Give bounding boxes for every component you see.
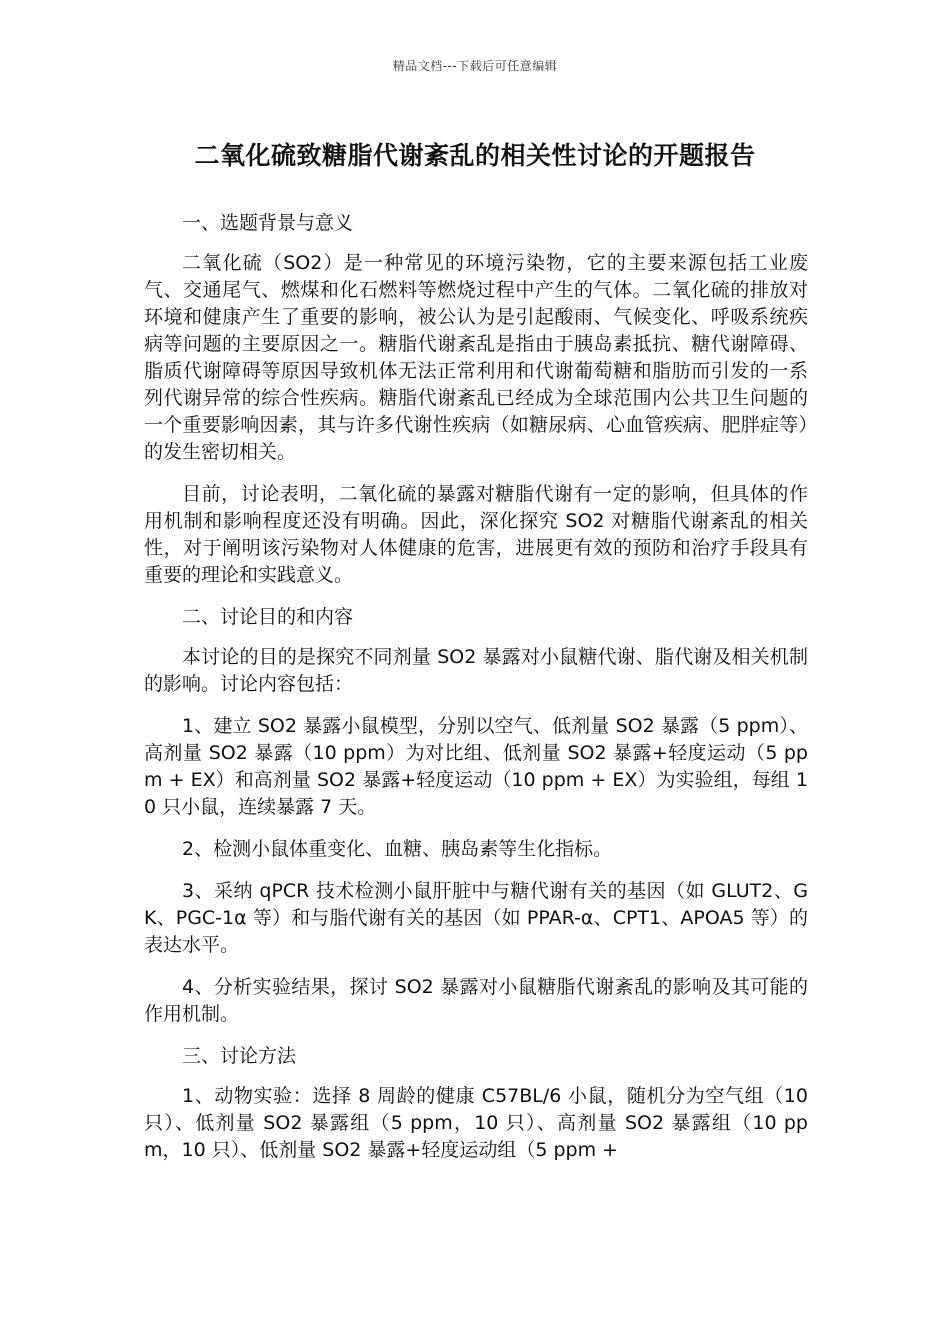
- paragraph-animal-experiment: 1、动物实验：选择 8 周龄的健康 C57BL/6 小鼠，随机分为空气组（10 只）、低剂量 SO2 暴露组（5 ppm，10 只）、高剂量 SO2 暴露组（10 ppm，10 只）、低剂量 SO2 暴露+轻度运动组（5 ppm +: [144, 1085, 808, 1161]
- section-heading-methods: 三、讨论方法: [182, 1045, 297, 1067]
- paragraph-so2-intro: 二氧化硫（SO2）是一种常见的环境污染物，它的主要来源包括工业废气、交通尾气、燃煤和化石燃料等燃烧过程中产生的气体。二氧化硫的排放对环境和健康产生了重要的影响，被公认为是引起酸雨、气候变化、呼吸系统疾病等问题的主要原因之一。糖脂代谢紊乱是指由于胰岛素抵抗、糖代谢障碍、脂质代谢障碍等原因导致机体无法正常利用和代谢葡萄糖和脂肪而引发的一系列代谢异常的综合性疾病。糖脂代谢紊乱已经成为全球范围内公共卫生问题的一个重要影响因素，其与许多代谢性疾病（如糖尿病、心血管疾病、肥胖症等）的发生密切相关。: [144, 252, 808, 463]
- list-item-3-qpcr: 3、采纳 qPCR 技术检测小鼠肝脏中与糖代谢有关的基因（如 GLUT2、GK、PGC-1α 等）和与脂代谢有关的基因（如 PPAR-α、CPT1、APOA5 等）的表达水平。: [144, 880, 808, 956]
- list-item-1-model: 1、建立 SO2 暴露小鼠模型，分别以空气、低剂量 SO2 暴露（5 ppm）、高剂量 SO2 暴露（10 ppm）为对比组、低剂量 SO2 暴露+轻度运动（5 ppm + EX）和高剂量 SO2 暴露+轻度运动（10 ppm + EX）为实验组，每组 10 只小鼠，连续暴露 7 天。: [144, 715, 808, 818]
- document-body: [144, 210, 808, 1179]
- page-title: 二氧化硫致糖脂代谢紊乱的相关性讨论的开题报告: [194, 141, 756, 170]
- list-item-2-indicators: 2、检测小鼠体重变化、血糖、胰岛素等生化指标。: [182, 838, 613, 860]
- paragraph-objective: 本讨论的目的是探究不同剂量 SO2 暴露对小鼠糖代谢、脂代谢及相关机制的影响。讨论内容包括：: [144, 646, 808, 695]
- paragraph-significance: 目前，讨论表明，二氧化硫的暴露对糖脂代谢有一定的影响，但具体的作用机制和影响程度还没有明确。因此，深化探究 SO2 对糖脂代谢紊乱的相关性，对于阐明该污染物对人体健康的危害，进展更有效的预防和治疗手段具有重要的理论和实践意义。: [144, 483, 808, 586]
- list-item-4-analysis: 4、分析实验结果，探讨 SO2 暴露对小鼠糖脂代谢紊乱的影响及其可能的作用机制。: [144, 976, 808, 1025]
- section-heading-background: 一、选题背景与意义: [182, 212, 354, 234]
- section-heading-objectives: 二、讨论目的和内容: [182, 606, 354, 628]
- header-note: 精品文档---下载后可任意编辑: [392, 59, 558, 73]
